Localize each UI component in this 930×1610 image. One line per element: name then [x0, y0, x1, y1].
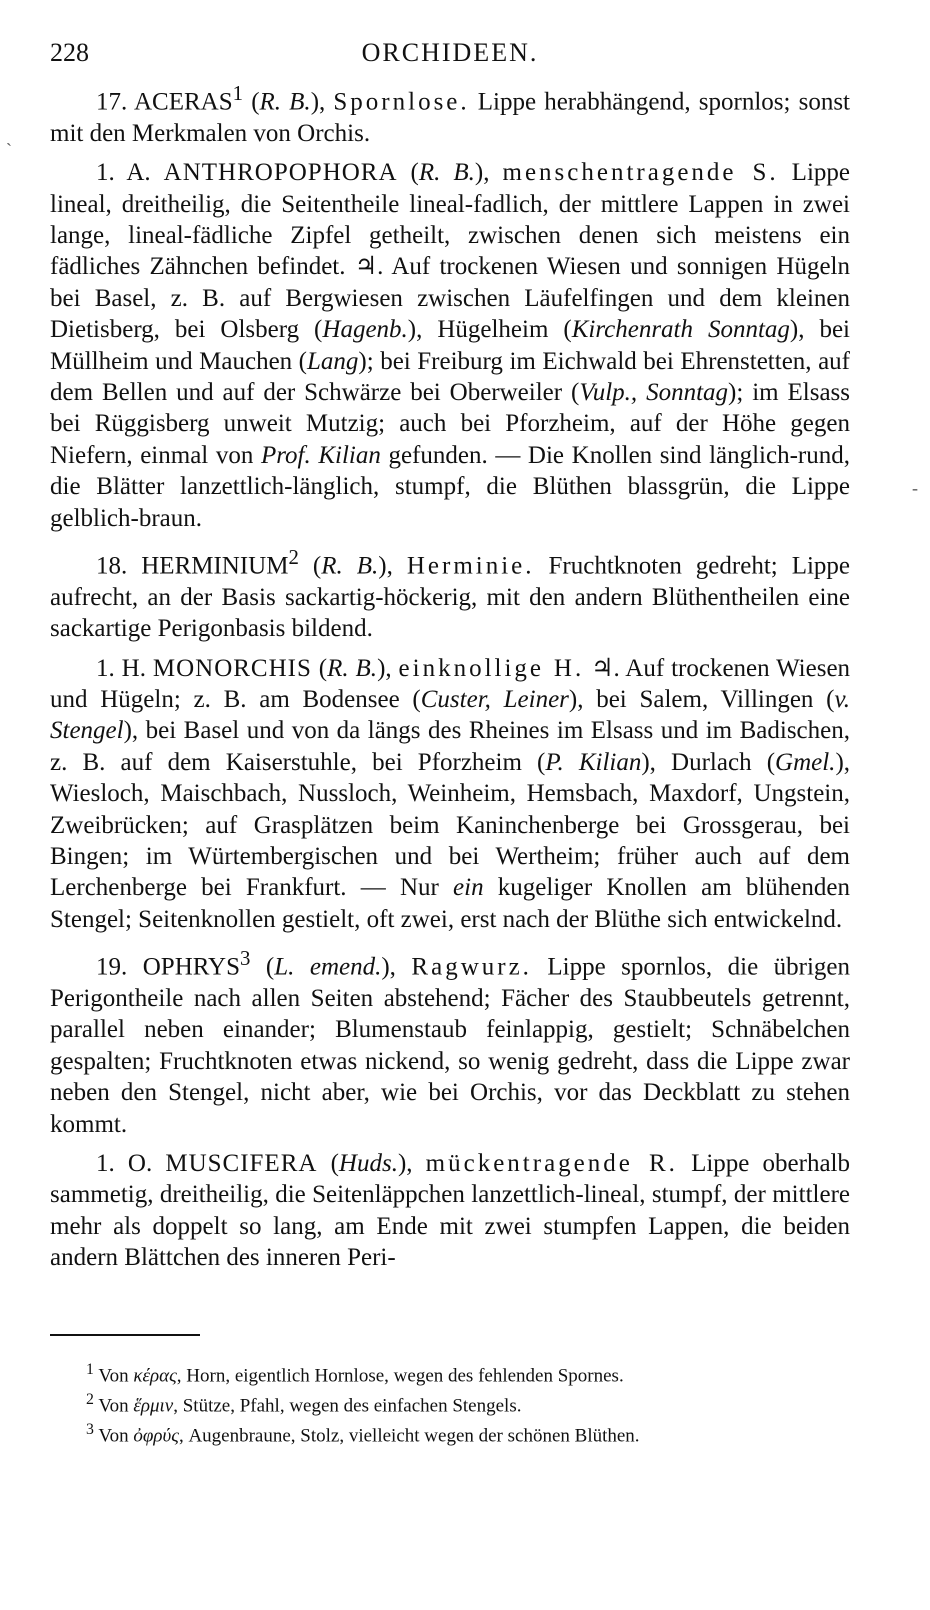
- page-number: 228: [50, 38, 89, 67]
- common-name: mückentragende R.: [425, 1149, 678, 1177]
- genus-name: HERMINIUM: [141, 552, 289, 580]
- genus-name: ACERAS: [134, 88, 233, 116]
- footnote-ref: 2: [288, 545, 299, 570]
- species-monorchis: 1. H. MONORCHIS (R. B.), einknollige H. ♃. Auf trockenen Wiesen und Hügeln; z. B. am Bodensee (Custer, Leiner), bei Salem, Villingen (v. Stengel), bei Basel und von da längs des Rheines im Elsass und im Badischen, z. B. auf dem Kaiserstuhle, bei Pforzheim (P. Kilian), Durlach (Gmel.), Wiesloch, Maischbach, Nussloch, Weinheim, Hemsbach, Maxdorf, Ungstein, Zweibrücken; auf Grasplätzen beim Kaninchenberge bei Grossgerau, bei Bingen; im Würtembergischen und bei Wertheim; früher auch auf dem Lerchenberge bei Frankfurt. — Nur ein kugeliger Knollen am blühenden Stengel; Seitenknollen gestielt, oft zwei, erst nach der Blüthe sich entwickelnd.: [50, 654, 851, 933]
- running-title: ORCHIDEEN.: [361, 38, 539, 67]
- footnote-ref: 1: [232, 81, 244, 105]
- species-name: MONORCHIS: [152, 654, 312, 682]
- footnote: $^1$ Von κέρας, Horn, eigentlich Hornlose, wegen des fehlenden Spornes.: [86, 1360, 624, 1386]
- common-name: Herminie.: [406, 552, 535, 580]
- genus-herminium: 18. HERMINIUM$^2$ (R. B.), Herminie. Fruchtknoten gedreht; Lippe aufrecht, an der Basis sackartig-höckerig, mit den andern Blüthentheilen eine sackartige Perigonbasis bildend.: [50, 545, 851, 643]
- footnote-ref: 3: [240, 946, 251, 971]
- common-name: einknollige H.: [398, 654, 585, 682]
- species-name: MUSCIFERA: [165, 1149, 318, 1177]
- genus-ophrys: 19. OPHRYS$^3$ (L. emend.), Ragwurz. Lippe spornlos, die übrigen Perigontheile nach allen Seiten abstehend; Fächer des Staubbeutels getrennt, parallel neben einander; Blumenstaub feinlappig, gestielt; Schnäbelchen gespalten; Fruchtknoten etwas nickend, so wenig gedreht, dass die Lippe zwar neben den Stengel, nicht aber, wie bei Orchis, vor das Deckblatt zu stehen kommt.: [50, 946, 851, 1138]
- common-name: menschentragende S.: [502, 159, 779, 187]
- footnote: $^2$ Von ἕρμιν, Stütze, Pfahl, wegen des einfachen Stengels.: [86, 1390, 522, 1417]
- species-muscifera: 1. O. MUSCIFERA (Huds.), mückentragende R. Lippe oberhalb sammetig, dreitheilig, die Seitenläppchen lanzettlich-lineal, stumpf, der mittlere mehr als doppelt so lang, am Ende mit zwei stumpfen Lappen, die beiden andern Blättchen des inneren Peri-: [50, 1149, 850, 1272]
- species-name: ANTHROPOPHORA: [163, 159, 398, 187]
- common-name: Ragwurz.: [411, 953, 532, 981]
- species-anthropophora: 1. A. ANTHROPOPHORA (R. B.), menschentragende S. Lippe lineal, dreitheilig, die Seitentheile lineal-fadlich, der mittlere Lappen in zwei lange, lineal-fädliche Zipfel getheilt, zwischen denen sich meistens ein fädliches Zähnchen befindet. ♃. Auf trockenen Wiesen und sonnigen Hügeln bei Basel, z. B. auf Bergwiesen zwischen Läufelfingen und dem kleinen Dietisberg, bei Olsberg (Hagenb.), Hügelheim (Kirchenrath Sonntag), bei Müllheim und Mauchen (Lang); bei Freiburg im Eichwald bei Ehrenstetten, auf dem Bellen und auf der Schwärze bei Oberweiler (Vulp., Sonntag); im Elsass bei Rüggisberg unweit Mutzig; auch bei Pforzheim, auf der Höhe gegen Niefern, einmal von Prof. Kilian gefunden. — Die Knollen sind länglich-rund, die Blätter lanzettlich-länglich, stumpf, die Blüthen blassgrün, die Lippe gelblich-braun.: [50, 159, 851, 532]
- footnote: $^3$ Von ὀφρύς, Augenbraune, Stolz, vielleicht wegen der schönen Blüthen.: [86, 1421, 640, 1447]
- genus-name: OPHRYS: [142, 953, 240, 981]
- footnote-divider: [50, 1334, 200, 1336]
- common-name: Spornlose.: [333, 88, 470, 116]
- page-header: [50, 38, 850, 78]
- margin-mark-left: ˋ: [6, 140, 12, 160]
- genus-aceras: 17. ACERAS$^1$ (R. B.), Spornlose. Lippe herabhängend, spornlos; sonst mit den Merkmalen von Orchis.: [50, 81, 850, 147]
- margin-mark-right: -: [912, 478, 918, 498]
- page: [50, 38, 850, 1449]
